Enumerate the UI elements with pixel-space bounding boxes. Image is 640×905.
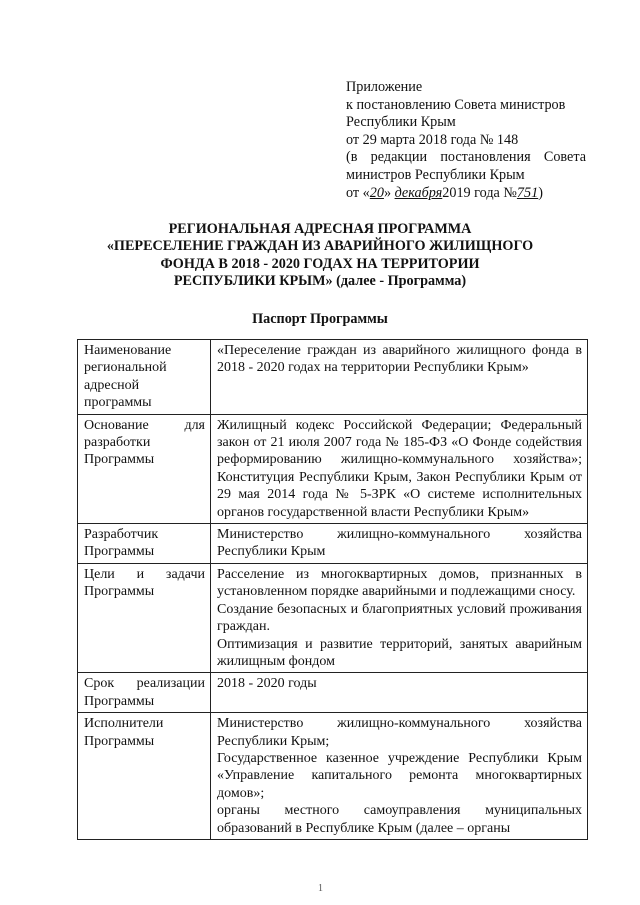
- table-row: [78, 563, 588, 672]
- table-row: [78, 340, 588, 415]
- date-prefix: от «: [346, 184, 370, 201]
- appendix-line: от 29 марта 2018 года № 148: [346, 131, 519, 148]
- value-paragraph: Министерство жилищно-коммунального хозяйства Республики Крым: [217, 527, 582, 560]
- row-value: [211, 524, 588, 564]
- appendix-line: к постановлению Совета министров: [346, 96, 566, 113]
- row-label: Исполнители Программы: [78, 713, 211, 840]
- appendix-line: (в редакции постановления Совета: [346, 149, 586, 166]
- value-paragraph: «Переселение граждан из аварийного жилищного фонда в 2018 - 2020 годах на территории Республики Крым»: [217, 343, 582, 376]
- passport-heading: Паспорт Программы: [252, 311, 388, 327]
- table-row: [78, 713, 588, 840]
- table-row: [78, 524, 588, 564]
- title-line: РЕСПУБЛИКИ КРЫМ» (далее - Программа): [173, 273, 467, 290]
- handwritten-day: 20: [369, 184, 384, 201]
- date-year: 2019 года №: [442, 184, 517, 201]
- value-paragraph: Расселение из многоквартирных домов, признанных в установленном порядке аварийными и подлежащими сносу.: [217, 566, 582, 600]
- amendment-date-line: от «20» декабря2019 года №751): [346, 184, 543, 201]
- row-label: Наименование региональной адресной программы: [78, 340, 211, 415]
- value-paragraph: Оптимизация и развитие территорий, занятых аварийным жилищным фондом: [217, 636, 582, 669]
- title-line: РЕГИОНАЛЬНАЯ АДРЕСНАЯ ПРОГРАММА: [168, 221, 472, 237]
- value-paragraph: 2018 - 2020 годы: [217, 676, 317, 692]
- appendix-line: министров Республики Крым: [346, 166, 525, 183]
- date-suffix: ): [538, 184, 543, 201]
- appendix-line: Приложение: [346, 79, 423, 95]
- value-paragraph: органы местного самоуправления муниципальных образований в Республике Крым (далее – органы: [217, 803, 582, 836]
- page-number: 1: [318, 883, 323, 894]
- table-row: [78, 673, 588, 713]
- row-value: [211, 673, 588, 713]
- row-label: Цели и задачи Программы: [78, 563, 211, 672]
- value-paragraph: Жилищный кодекс Российской Федерации; Федеральный закон от 21 июля 2007 года № 185-ФЗ «О Фонде содействия реформированию жилищно-коммунального хозяйства»; Конституция Республики Крым, Закон Республики Крым от 29 мая 2014 года № 5-ЗРК «О системе исполнительных органов государственной власти Республики Крым»: [217, 417, 582, 520]
- appendix-line: Республики Крым: [346, 114, 456, 131]
- table-row: [78, 414, 588, 523]
- row-label: Разработчик Программы: [78, 524, 211, 564]
- value-paragraph: Государственное казенное учреждение Республики Крым «Управление капитального ремонта многоквартирных домов»;: [217, 750, 582, 801]
- row-label: Основание для разработки Программы: [78, 414, 211, 523]
- row-value: [211, 563, 588, 672]
- value-paragraph: Создание безопасных и благоприятных условий проживания граждан.: [217, 601, 582, 635]
- program-title: [60, 221, 580, 291]
- passport-table: [77, 339, 588, 840]
- title-line: «ПЕРЕСЕЛЕНИЕ ГРАЖДАН ИЗ АВАРИЙНОГО ЖИЛИЩНОГО: [106, 238, 534, 255]
- row-value: [211, 713, 588, 840]
- appendix-block: [346, 79, 586, 202]
- row-value: [211, 414, 588, 523]
- handwritten-month: декабря: [394, 184, 443, 201]
- row-value: [211, 340, 588, 415]
- value-paragraph: Министерство жилищно-коммунального хозяйства Республики Крым;: [217, 716, 582, 749]
- handwritten-number: 751: [516, 184, 539, 201]
- title-line: ФОНДА В 2018 - 2020 ГОДАХ НА ТЕРРИТОРИИ: [160, 255, 480, 272]
- row-label: Срок реализации Программы: [78, 673, 211, 713]
